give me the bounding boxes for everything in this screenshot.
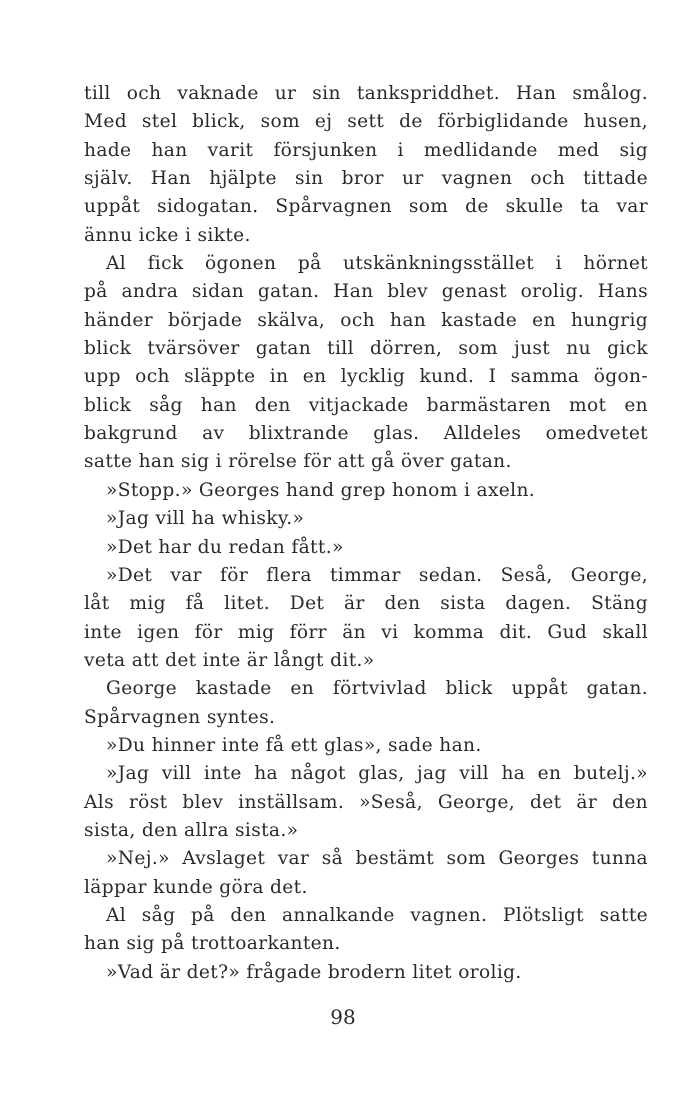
- text-line-31: han sig på trottoarkanten.: [84, 933, 341, 955]
- page-number: 98: [330, 1005, 356, 1029]
- book-page-text: [84, 80, 648, 987]
- text-line-19: låt mig få litet. Det är den sista dagen. Stäng: [84, 593, 648, 615]
- text-line-15: »Stopp.» Georges hand grep honom i axeln.: [106, 479, 536, 501]
- text-line-23: Spårvagnen syntes.: [84, 706, 276, 728]
- text-line-12: blick såg han den vitjackade barmästaren mot en: [84, 394, 648, 416]
- text-line-17: »Det har du redan fått.»: [106, 536, 344, 558]
- text-line-10: blick tvärsöver gatan till dörren, som just nu gick: [84, 338, 648, 360]
- text-line-1: till och vaknade ur sin tankspriddhet. Han smålog.: [84, 83, 648, 104]
- text-line-32: »Vad är det?» frågade brodern litet orolig.: [106, 961, 522, 983]
- text-line-24: »Du hinner inte få ett glas», sade han.: [106, 734, 482, 756]
- text-line-13: bakgrund av blixtrande glas. Alldeles omedvetet: [84, 423, 648, 445]
- text-line-16: »Jag vill ha whisky.»: [106, 508, 305, 530]
- text-line-4: själv. Han hjälpte sin bror ur vagnen och tittade: [84, 168, 648, 190]
- text-line-20: inte igen för mig förr än vi komma dit. Gud skall: [84, 621, 648, 643]
- text-line-22: George kastade en förtvivlad blick uppåt gatan.: [106, 678, 648, 700]
- text-line-8: på andra sidan gatan. Han blev genast orolig. Hans: [84, 281, 648, 303]
- text-line-26: Als röst blev inställsam. »Seså, George, det är den: [84, 791, 648, 813]
- text-line-5: uppåt sidogatan. Spårvagnen som de skulle ta var: [84, 196, 648, 218]
- text-line-27: sista, den allra sista.»: [84, 819, 299, 841]
- text-line-29: läppar kunde göra det.: [84, 876, 308, 898]
- text-line-7: Al fick ögonen på utskänkningsstället i hörnet: [106, 253, 648, 275]
- text-line-3: hade han varit försjunken i medlidande med sig: [84, 139, 648, 161]
- text-line-11: upp och släppte in en lycklig kund. I samma ögon-: [84, 366, 648, 388]
- text-line-2: Med stel blick, som ej sett de förbiglidande husen,: [84, 111, 648, 133]
- text-line-14: satte han sig i rörelse för att gå över gatan.: [84, 451, 512, 473]
- text-line-9: händer började skälva, och han kastade en hungrig: [84, 309, 648, 331]
- text-line-6: ännu icke i sikte.: [84, 224, 251, 246]
- text-line-28: »Nej.» Avslaget var så bestämt som Georges tunna: [106, 848, 648, 870]
- text-line-30: Al såg på den annalkande vagnen. Plötsligt satte: [106, 904, 648, 926]
- text-line-21: veta att det inte är långt dit.»: [84, 649, 375, 671]
- text-line-18: »Det var för flera timmar sedan. Seså, George,: [106, 564, 648, 586]
- text-line-25: »Jag vill inte ha något glas, jag vill ha en butelj.»: [106, 763, 648, 785]
